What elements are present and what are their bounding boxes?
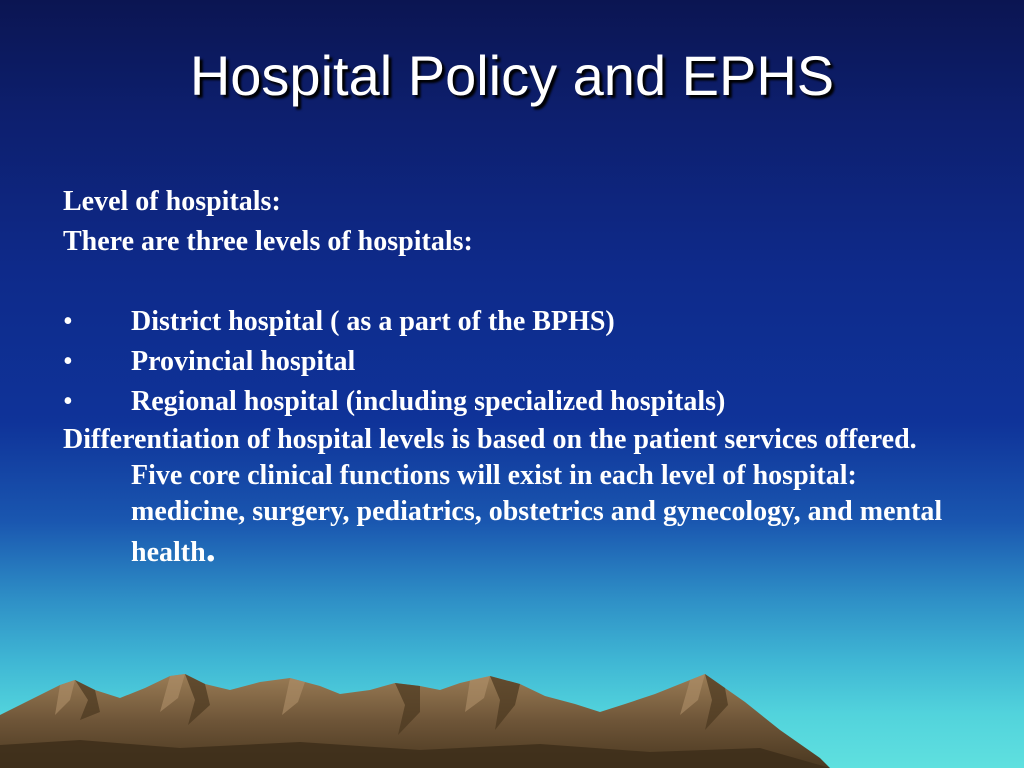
bullet-text: District hospital ( as a part of the BPHS)	[131, 306, 615, 337]
bullet-text: Regional hospital (including specialized hospitals)	[131, 386, 726, 417]
bullet-item	[63, 342, 963, 382]
bullet-icon: •	[63, 306, 73, 337]
bullet-text: Provincial hospital	[131, 346, 356, 377]
paragraph-period: .	[205, 525, 216, 570]
intro-line-level: Level of hospitals:	[63, 186, 281, 217]
paragraph-text: Differentiation of hospital levels is based on the patient services offered. Five core clinical functions will exist in each level of hospital: medicine, surgery, pediatrics, obstetrics and gynecology, and mental health	[63, 424, 943, 568]
spacer	[63, 262, 963, 302]
intro-line-three-levels: There are three levels of hospitals:	[63, 226, 473, 257]
slide-body	[63, 182, 963, 571]
differentiation-paragraph	[63, 422, 963, 571]
slide-title: Hospital Policy and EPHS	[189, 44, 835, 107]
bullet-item	[63, 382, 963, 422]
bullet-item	[63, 302, 963, 342]
bullet-icon: •	[63, 346, 73, 377]
bullet-icon: •	[63, 386, 73, 417]
